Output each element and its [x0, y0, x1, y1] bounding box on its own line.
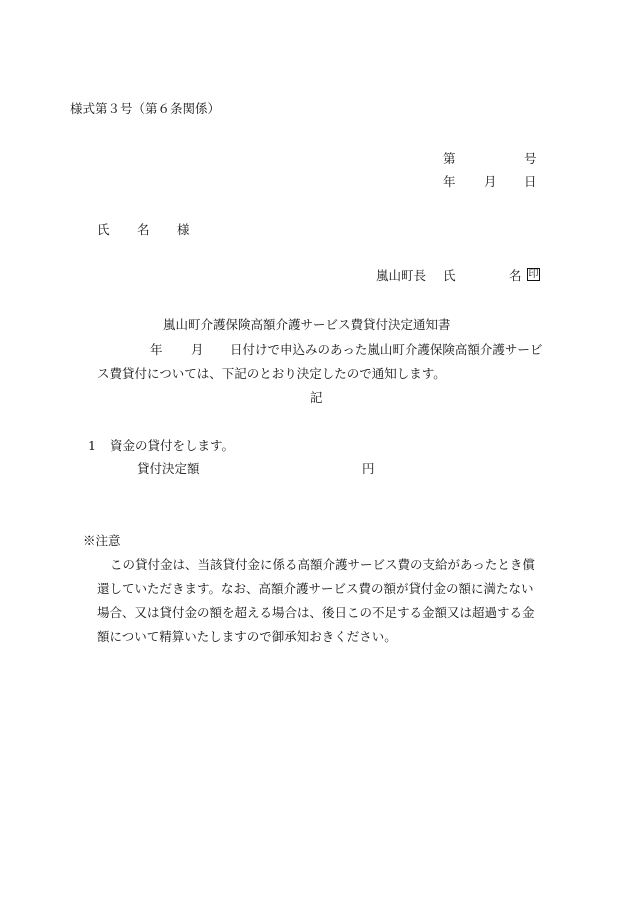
- note-line-3: 場合、又は貸付金の額を超える場合は、後日この不足する金額又は超過する金: [97, 605, 535, 620]
- note-heading: ※注意: [83, 533, 121, 548]
- ki-heading: 記: [310, 390, 323, 405]
- doc-number-suffix: 号: [524, 151, 537, 166]
- sender-name-1: 氏: [443, 268, 456, 283]
- note-line-2: 還していただきます。なお、高額介護サービス費の額が貸付金の額に満たない: [97, 581, 534, 596]
- item-1-text: 資金の貸付をします。: [110, 438, 235, 453]
- body-year: 年: [150, 342, 163, 357]
- seal-mark: 印: [528, 269, 539, 280]
- recipient-honorific: 様: [177, 222, 190, 237]
- doc-date-year: 年: [443, 174, 456, 189]
- recipient-name-1: 氏: [97, 222, 110, 237]
- amount-label: 貸付決定額: [137, 461, 200, 476]
- recipient-name-2: 名: [137, 222, 150, 237]
- document-title: 嵐山町介護保険高額介護サービス費貸付決定通知書: [163, 317, 451, 332]
- note-line-4: 額について精算いたしますので御承知おきください。: [97, 629, 397, 644]
- body-line-2: ス費貸付については、下記のとおり決定したので通知します。: [97, 366, 446, 381]
- doc-date-day: 日: [524, 174, 537, 189]
- item-1-number: 1: [88, 438, 96, 453]
- amount-unit: 円: [362, 461, 375, 476]
- doc-number-prefix: 第: [443, 151, 456, 166]
- note-line-1: この貸付金は、当該貸付金に係る高額介護サービス費の支給があったとき償: [110, 557, 535, 572]
- sender-name-2: 名: [509, 268, 522, 283]
- body-line-1: 日付けで申込みのあった嵐山町介護保険高額介護サービ: [230, 342, 543, 357]
- form-number: 様式第３号（第６条関係）: [70, 101, 221, 116]
- doc-date-month: 月: [484, 174, 497, 189]
- body-month: 月: [191, 342, 204, 357]
- sender-title: 嵐山町長: [376, 268, 427, 283]
